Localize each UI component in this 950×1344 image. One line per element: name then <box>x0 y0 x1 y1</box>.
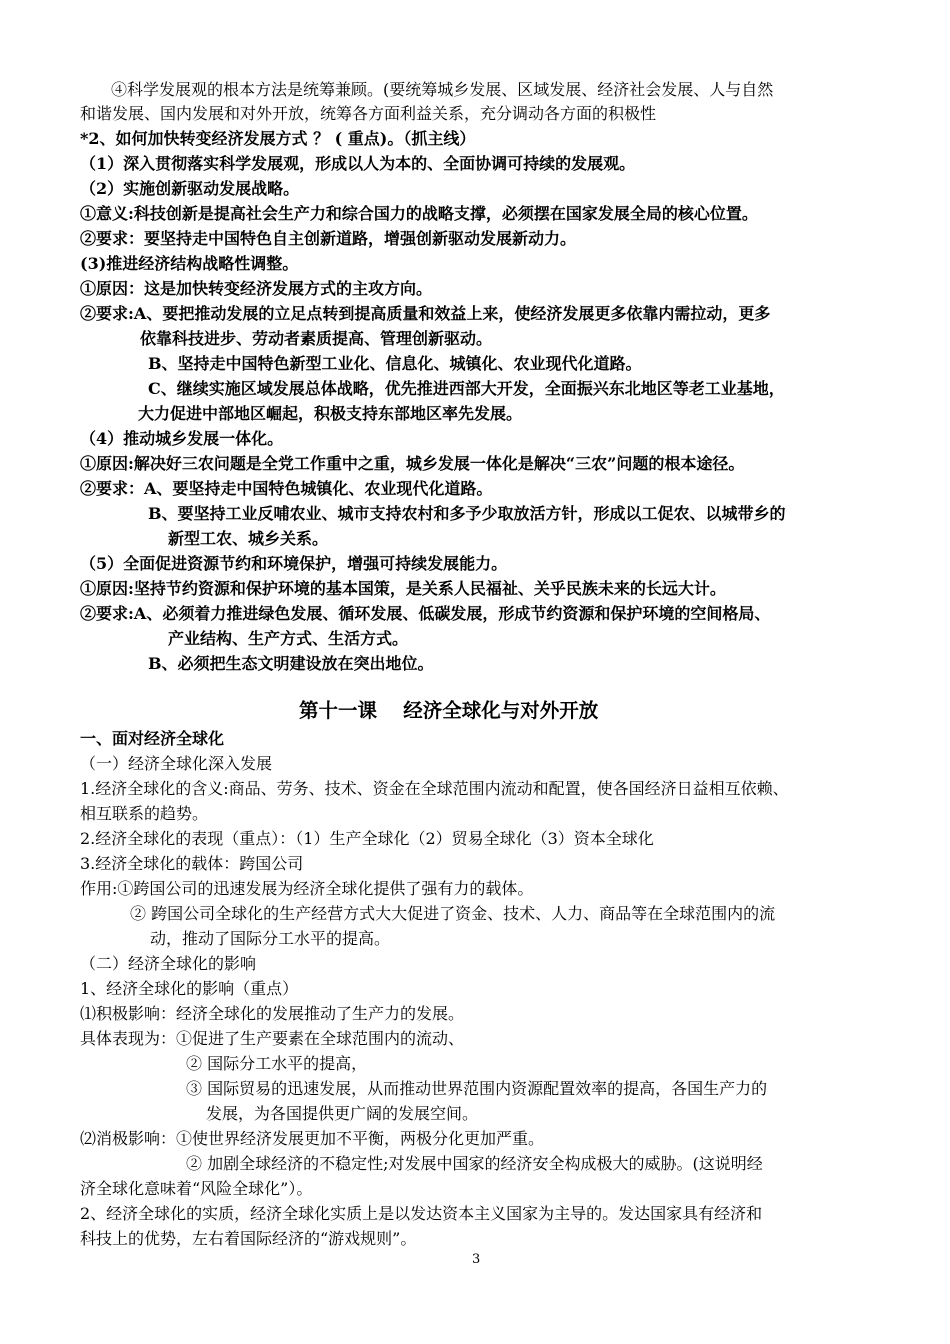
text-line-4: （1）深入贯彻落实科学发展观，形成以人为本的、全面协调可持续的发展观。 <box>80 154 636 173</box>
text-line-44: 济全球化意味着“风险全球化”）。 <box>80 1179 313 1198</box>
text-line-11: 依靠科技进步、劳动者素质提高、管理创新驱动。 <box>140 329 493 348</box>
text-line-29: 相互联系的趋势。 <box>80 804 209 823</box>
text-line-7: ②要求：要坚持走中国特色自主创新道路，增强创新驱动发展新动力。 <box>80 229 577 248</box>
text-line-23: 产业结构、生产方式、生活方式。 <box>168 629 409 648</box>
text-line-14: 大力促进中部地区崛起，积极支持东部地区率先发展。 <box>138 404 523 423</box>
text-line-31: 3.经济全球化的载体：跨国公司 <box>80 854 304 873</box>
text-line-20: （5）全面促进资源节约和环境保护，增强可持续发展能力。 <box>80 554 508 573</box>
text-line-17: ②要求：A、要坚持走中国特色城镇化、农业现代化道路。 <box>80 479 493 498</box>
text-line-1: ④科学发展观的根本方法是统筹兼顾。(要统筹城乡发展、区域发展、经济社会发展、人与自然 <box>111 80 774 99</box>
section-heading: *2、如何加快转变经济发展方式 ？ ( 重点)。（抓主线） <box>80 129 476 148</box>
text-line-46: 科技上的优势，左右着国际经济的“游戏规则”。 <box>80 1229 417 1248</box>
text-line-43: ② 加剧全球经济的不稳定性;对发展中国家的经济安全构成极大的威胁。(这说明经 <box>186 1154 763 1173</box>
text-line-30: 2.经济全球化的表现（重点）：（1）生产全球化（2）贸易全球化（3）资本全球化 <box>80 829 654 848</box>
section-heading-1: 一、面对经济全球化 <box>80 729 225 748</box>
lesson-title: 第十一课 经济全球化与对外开放 <box>299 699 599 722</box>
text-line-40: ③ 国际贸易的迅速发展，从而推动世界范围内资源配置效率的提高，各国生产力的 <box>186 1079 768 1098</box>
text-line-15: （4）推动城乡发展一体化。 <box>80 429 284 448</box>
text-line-21: ①原因:坚持节约资源和保护环境的基本国策，是关系人民福祉、关乎民族未来的长远大计。 <box>80 579 726 598</box>
text-line-18: B、要坚持工业反哺农业、城市支持农村和多予少取放活方针，形成以工促农、以城带乡的 <box>148 504 786 523</box>
text-line-34: 动，推动了国际分工水平的提高。 <box>150 929 391 948</box>
text-line-33: ② 跨国公司全球化的生产经营方式大大促进了资金、技术、人力、商品等在全球范围内的流 <box>130 904 776 923</box>
subsection-heading-1: （一）经济全球化深入发展 <box>80 754 273 773</box>
text-line-24: B、必须把生态文明建设放在突出地位。 <box>148 654 434 673</box>
text-line-37: ⑴积极影响：经济全球化的发展推动了生产力的发展。 <box>80 1004 465 1023</box>
text-line-42: ⑵消极影响：①使世界经济发展更加不平衡，两极分化更加严重。 <box>80 1129 545 1148</box>
text-line-36: 1、经济全球化的影响（重点） <box>80 979 299 998</box>
text-line-8: (3)推进经济结构战略性调整。 <box>80 254 299 273</box>
text-line-19: 新型工农、城乡关系。 <box>168 529 329 548</box>
text-line-39: ② 国际分工水平的提高， <box>186 1054 368 1073</box>
text-line-10: ②要求:A、要把推动发展的立足点转到提高质量和效益上来，使经济发展更多依靠内需拉动，更多 <box>80 304 771 323</box>
text-line-12: B、坚持走中国特色新型工业化、信息化、城镇化、农业现代化道路。 <box>148 354 642 373</box>
text-line-6: ①意义:科技创新是提高社会生产力和综合国力的战略支撑，必须摆在国家发展全局的核心位置。 <box>80 204 758 223</box>
text-line-45: 2、经济全球化的实质，经济全球化实质上是以发达资本主义国家为主导的。发达国家具有经济和 <box>80 1204 763 1223</box>
text-line-9: ①原因：这是加快转变经济发展方式的主攻方向。 <box>80 279 433 298</box>
text-line-28: 1.经济全球化的含义:商品、劳务、技术、资金在全球范围内流动和配置，使各国经济日益相互依赖、 <box>80 779 789 798</box>
text-line-32: 作用:①跨国公司的迅速发展为经济全球化提供了强有力的载体。 <box>80 879 534 898</box>
text-line-13: C、继续实施区域发展总体战略，优先推进西部大开发，全面振兴东北地区等老工业基地， <box>148 379 785 398</box>
text-line-38: 具体表现为：①促进了生产要素在全球范围内的流动、 <box>80 1029 465 1048</box>
page-number: 3 <box>472 1252 481 1267</box>
text-line-5: （2）实施创新驱动发展战略。 <box>80 179 300 198</box>
text-line-16: ①原因:解决好三农问题是全党工作重中之重，城乡发展一体化是解决“三农”问题的根本途径。 <box>80 454 745 473</box>
text-line-22: ②要求:A、必须着力推进绿色发展、循环发展、低碳发展，形成节约资源和保护环境的空间格局、 <box>80 604 771 623</box>
text-line-2: 和谐发展、国内发展和对外开放，统筹各方面利益关系，充分调动各方面的积极性 <box>80 104 657 123</box>
subsection-heading-2: （二）经济全球化的影响 <box>80 954 257 973</box>
text-line-41: 发展，为各国提供更广阔的发展空间。 <box>206 1104 479 1123</box>
